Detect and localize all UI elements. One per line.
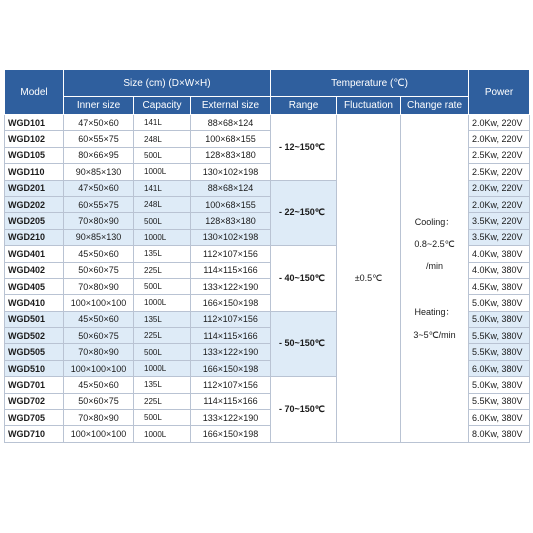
capacity-cell: 225L: [134, 328, 191, 344]
external-size-cell: 112×107×156: [191, 377, 271, 393]
model-cell: WGD210: [5, 229, 64, 245]
capacity-cell: 135L: [134, 246, 191, 262]
external-size-cell: 166×150×198: [191, 426, 271, 442]
model-cell: WGD101: [5, 115, 64, 131]
inner-size-cell: 60×55×75: [64, 196, 134, 212]
model-cell: WGD505: [5, 344, 64, 360]
inner-size-cell: 90×85×130: [64, 229, 134, 245]
external-size-cell: 128×83×180: [191, 213, 271, 229]
inner-size-cell: 100×100×100: [64, 426, 134, 442]
capacity-cell: 248L: [134, 131, 191, 147]
spec-table: [4, 69, 530, 443]
power-cell: 5.0Kw, 380V: [469, 377, 530, 393]
model-cell: WGD702: [5, 393, 64, 409]
power-cell: 4.0Kw, 380V: [469, 262, 530, 278]
capacity-cell: 500L: [134, 213, 191, 229]
capacity-cell: 1000L: [134, 360, 191, 376]
external-size-cell: 133×122×190: [191, 278, 271, 294]
header-inner-size: Inner size: [64, 97, 134, 115]
model-cell: WGD105: [5, 147, 64, 163]
power-cell: 5.5Kw, 380V: [469, 344, 530, 360]
power-cell: 5.0Kw, 380V: [469, 295, 530, 311]
external-size-cell: 128×83×180: [191, 147, 271, 163]
table-row: [5, 115, 530, 131]
model-cell: WGD201: [5, 180, 64, 196]
model-cell: WGD401: [5, 246, 64, 262]
external-size-cell: 130×102×198: [191, 164, 271, 180]
header-fluctuation: Fluctuation: [337, 97, 401, 115]
model-cell: WGD110: [5, 164, 64, 180]
inner-size-cell: 90×85×130: [64, 164, 134, 180]
power-cell: 2.5Kw, 220V: [469, 147, 530, 163]
capacity-cell: 141L: [134, 115, 191, 131]
capacity-cell: 135L: [134, 311, 191, 327]
power-cell: 5.5Kw, 380V: [469, 393, 530, 409]
spec-table-body: [5, 115, 530, 443]
model-cell: WGD102: [5, 131, 64, 147]
model-cell: WGD405: [5, 278, 64, 294]
capacity-cell: 1000L: [134, 426, 191, 442]
power-cell: 2.0Kw, 220V: [469, 131, 530, 147]
header-model: Model: [5, 70, 64, 115]
capacity-cell: 135L: [134, 377, 191, 393]
external-size-cell: 88×68×124: [191, 115, 271, 131]
inner-size-cell: 80×66×95: [64, 147, 134, 163]
external-size-cell: 114×115×166: [191, 262, 271, 278]
power-cell: 5.0Kw, 380V: [469, 311, 530, 327]
inner-size-cell: 50×60×75: [64, 328, 134, 344]
cooling-value: 0.8~2.5℃: [414, 239, 455, 250]
header-temperature-group: Temperature (℃): [271, 70, 469, 97]
header-size-group: Size (cm) (D×W×H): [64, 70, 271, 97]
change-rate-cell: [401, 115, 469, 443]
heating-value: 3~5℃/min: [413, 329, 456, 340]
range-cell: - 12~150℃: [271, 115, 337, 181]
cooling-label: Cooling：: [414, 217, 455, 228]
power-cell: 2.5Kw, 220V: [469, 164, 530, 180]
header-range: Range: [271, 97, 337, 115]
model-cell: WGD510: [5, 360, 64, 376]
external-size-cell: 112×107×156: [191, 311, 271, 327]
model-cell: WGD202: [5, 196, 64, 212]
capacity-cell: 225L: [134, 393, 191, 409]
header-power: Power: [469, 70, 530, 115]
external-size-cell: 100×68×155: [191, 196, 271, 212]
model-cell: WGD402: [5, 262, 64, 278]
capacity-cell: 1000L: [134, 229, 191, 245]
inner-size-cell: 70×80×90: [64, 278, 134, 294]
model-cell: WGD710: [5, 426, 64, 442]
header-capacity: Capacity: [134, 97, 191, 115]
cooling-unit: /min: [426, 261, 444, 272]
external-size-cell: 166×150×198: [191, 360, 271, 376]
power-cell: 2.0Kw, 220V: [469, 196, 530, 212]
capacity-cell: 500L: [134, 410, 191, 426]
fluctuation-cell: ±0.5℃: [337, 115, 401, 443]
capacity-cell: 1000L: [134, 295, 191, 311]
inner-size-cell: 100×100×100: [64, 295, 134, 311]
external-size-cell: 166×150×198: [191, 295, 271, 311]
model-cell: WGD701: [5, 377, 64, 393]
inner-size-cell: 45×50×60: [64, 311, 134, 327]
model-cell: WGD410: [5, 295, 64, 311]
inner-size-cell: 70×80×90: [64, 213, 134, 229]
external-size-cell: 114×115×166: [191, 393, 271, 409]
header-row-sub: [5, 97, 530, 115]
inner-size-cell: 70×80×90: [64, 410, 134, 426]
header-change-rate: Change rate: [401, 97, 469, 115]
power-cell: 3.5Kw, 220V: [469, 213, 530, 229]
capacity-cell: 500L: [134, 344, 191, 360]
capacity-cell: 248L: [134, 196, 191, 212]
inner-size-cell: 47×50×60: [64, 180, 134, 196]
header-external-size: External size: [191, 97, 271, 115]
capacity-cell: 500L: [134, 278, 191, 294]
capacity-cell: 1000L: [134, 164, 191, 180]
inner-size-cell: 45×50×60: [64, 377, 134, 393]
model-cell: WGD705: [5, 410, 64, 426]
external-size-cell: 130×102×198: [191, 229, 271, 245]
model-cell: WGD501: [5, 311, 64, 327]
external-size-cell: 112×107×156: [191, 246, 271, 262]
power-cell: 5.5Kw, 380V: [469, 328, 530, 344]
inner-size-cell: 100×100×100: [64, 360, 134, 376]
capacity-cell: 500L: [134, 147, 191, 163]
inner-size-cell: 70×80×90: [64, 344, 134, 360]
power-cell: 3.5Kw, 220V: [469, 229, 530, 245]
change-rate-block: [401, 216, 468, 341]
inner-size-cell: 60×55×75: [64, 131, 134, 147]
range-cell: - 22~150℃: [271, 180, 337, 246]
inner-size-cell: 45×50×60: [64, 246, 134, 262]
inner-size-cell: 50×60×75: [64, 393, 134, 409]
range-cell: - 70~150℃: [271, 377, 337, 443]
power-cell: 2.0Kw, 220V: [469, 180, 530, 196]
model-cell: WGD502: [5, 328, 64, 344]
heating-label: Heating：: [414, 307, 455, 318]
external-size-cell: 114×115×166: [191, 328, 271, 344]
power-cell: 8.0Kw, 380V: [469, 426, 530, 442]
capacity-cell: 141L: [134, 180, 191, 196]
model-cell: WGD205: [5, 213, 64, 229]
range-cell: - 40~150℃: [271, 246, 337, 312]
external-size-cell: 88×68×124: [191, 180, 271, 196]
power-cell: 2.0Kw, 220V: [469, 115, 530, 131]
external-size-cell: 133×122×190: [191, 344, 271, 360]
power-cell: 6.0Kw, 380V: [469, 360, 530, 376]
external-size-cell: 100×68×155: [191, 131, 271, 147]
header-row-top: [5, 70, 530, 97]
inner-size-cell: 50×60×75: [64, 262, 134, 278]
external-size-cell: 133×122×190: [191, 410, 271, 426]
power-cell: 6.0Kw, 380V: [469, 410, 530, 426]
capacity-cell: 225L: [134, 262, 191, 278]
inner-size-cell: 47×50×60: [64, 115, 134, 131]
power-cell: 4.5Kw, 380V: [469, 278, 530, 294]
range-cell: - 50~150℃: [271, 311, 337, 377]
power-cell: 4.0Kw, 380V: [469, 246, 530, 262]
